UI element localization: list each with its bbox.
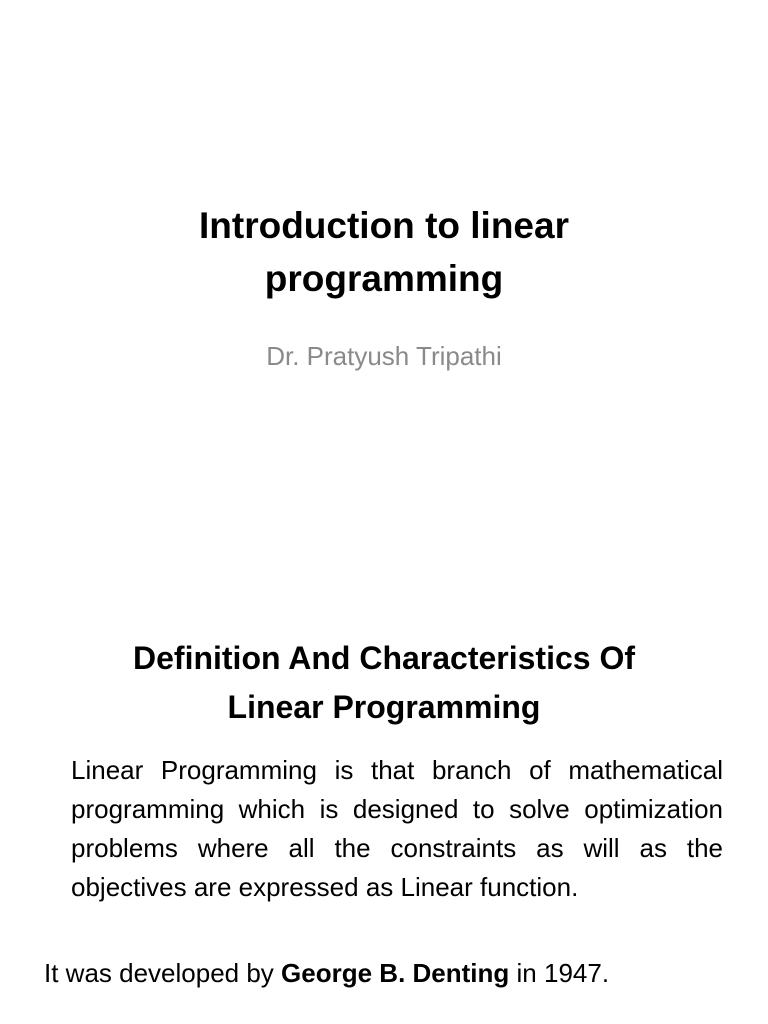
developer-name: George B. Denting — [281, 958, 510, 988]
history-suffix: in 1947. — [509, 958, 610, 988]
slide-title — [84, 199, 684, 305]
definition-paragraph: Linear Programming is that branch of mathematical programming which is designed to solve optimization problems where all the constraints as will as the objectives are expressed as Linear function. — [71, 755, 723, 902]
slide-title-line-1: Introduction to linear — [199, 205, 569, 246]
author-name: Dr. Pratyush Tripathi — [266, 341, 502, 371]
history-sentence — [44, 954, 744, 993]
slide-title-line-2: programming — [264, 258, 504, 299]
definition-slide — [0, 576, 768, 1024]
history-prefix: It was developed by — [44, 958, 282, 988]
definition-heading-line-1: Definition And Characteristics Of — [133, 640, 635, 676]
definition-heading-line-2: Linear Programming — [227, 689, 541, 725]
definition-heading — [60, 634, 708, 732]
